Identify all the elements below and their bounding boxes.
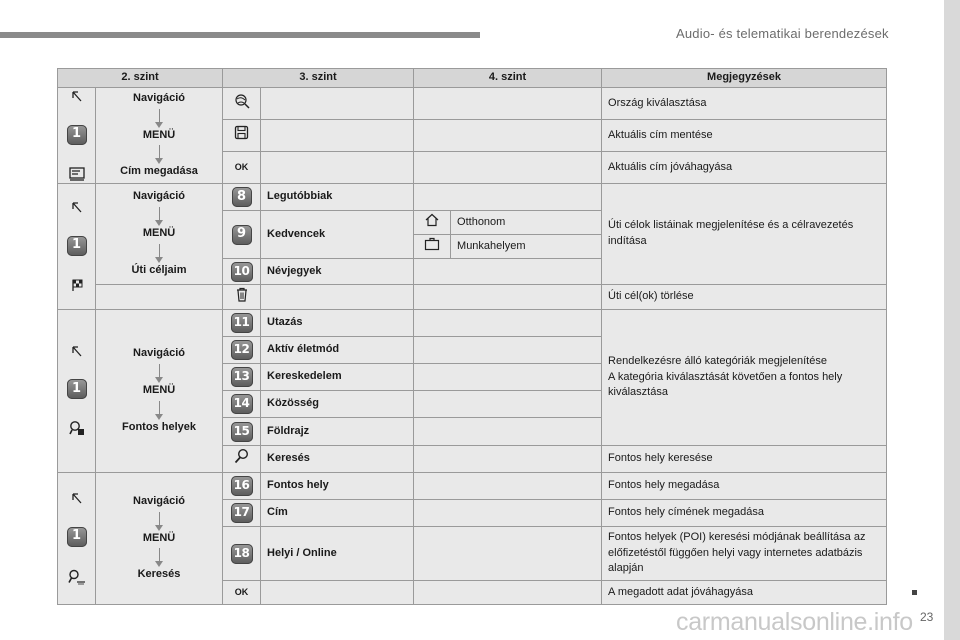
- level3-text-cell: Keresés: [261, 446, 414, 473]
- level3-text-cell: [261, 120, 414, 152]
- level4-cell: [414, 391, 602, 418]
- level4-icon-cell: [414, 235, 451, 259]
- level3-text-cell: Földrajz: [261, 418, 414, 446]
- level3-icon-cell: [223, 259, 261, 285]
- level3-icon-cell: [223, 152, 261, 184]
- column-header-level2: 2. szint: [58, 69, 223, 88]
- nav-step-navigacio: Navigáció: [133, 91, 185, 104]
- navigation-arrow-icon: [71, 202, 83, 214]
- header-bar: [0, 32, 480, 38]
- down-arrow-icon: [159, 145, 160, 159]
- level4-cell: [414, 527, 602, 581]
- level4-cell: [414, 310, 602, 337]
- level3-icon-cell: [223, 500, 261, 527]
- level3-text-cell: Helyi / Online: [261, 527, 414, 581]
- down-arrow-icon: [159, 548, 160, 562]
- nav-step-target: Úti céljaim: [131, 263, 187, 276]
- step-badge-1: 1: [67, 527, 87, 547]
- level3-text-cell: Cím: [261, 500, 414, 527]
- level3-icon-cell: [223, 581, 261, 605]
- down-arrow-icon: [159, 401, 160, 415]
- down-arrow-icon: [159, 512, 160, 526]
- note-cell: Aktuális cím mentése: [602, 120, 887, 152]
- level4-icon-cell: [414, 211, 451, 235]
- note-cell: Aktuális cím jóváhagyása: [602, 152, 887, 184]
- step-badge-9: 9: [232, 225, 252, 245]
- home-icon: [424, 213, 440, 227]
- level3-text-cell: [261, 285, 414, 310]
- level2-path-cell: [96, 184, 223, 285]
- level3-text-cell: [261, 88, 414, 120]
- note-cell: Fontos hely keresése: [602, 446, 887, 473]
- level3-icon-cell: [223, 120, 261, 152]
- note-cell: A megadott adat jóváhagyása: [602, 581, 887, 605]
- note-cell: Fontos hely címének megadása: [602, 500, 887, 527]
- poi-search-icon: [69, 420, 85, 436]
- level3-text-cell: Kereskedelem: [261, 364, 414, 391]
- down-arrow-icon: [159, 207, 160, 221]
- level3-icon-cell: [223, 473, 261, 500]
- country-globe-icon: [234, 93, 250, 109]
- menu-table: [57, 68, 887, 605]
- nav-step-menu: MENÜ: [142, 128, 176, 141]
- level3-icon-cell: [223, 418, 261, 446]
- nav-step-menu: MENÜ: [142, 384, 176, 397]
- level3-text-cell: Kedvencek: [261, 211, 414, 259]
- down-arrow-icon: [159, 244, 160, 258]
- level1-icon-cell: [58, 184, 96, 310]
- level3-text-cell: [261, 581, 414, 605]
- table-row: [58, 88, 887, 120]
- checkered-flag-icon: [70, 278, 84, 292]
- step-badge-1: 1: [67, 236, 87, 256]
- level3-icon-cell: [223, 446, 261, 473]
- level2-path-cell: [96, 285, 223, 310]
- level4-text-cell: Otthonom: [451, 211, 602, 235]
- step-badge-10: 10: [231, 262, 253, 282]
- note-line: A kategória kiválasztását követően a fontos hely kiválasztása: [608, 370, 843, 399]
- note-cell: Úti cél(ok) törlése: [602, 285, 887, 310]
- step-badge-16: 16: [231, 476, 253, 496]
- level3-icon-cell: [223, 527, 261, 581]
- level3-icon-cell: [223, 337, 261, 364]
- level3-icon-cell: [223, 391, 261, 418]
- table-header-row: [58, 69, 887, 88]
- step-badge-15: 15: [231, 422, 253, 442]
- table-row: [58, 184, 887, 211]
- nav-step-menu: MENÜ: [142, 531, 176, 544]
- level3-text-cell: Fontos hely: [261, 473, 414, 500]
- level4-cell: [414, 581, 602, 605]
- down-arrow-icon: [159, 109, 160, 123]
- save-disk-icon: [234, 125, 249, 140]
- briefcase-icon: [424, 237, 440, 251]
- level4-cell: [414, 500, 602, 527]
- nav-step-menu: MENÜ: [142, 227, 176, 240]
- level3-text-cell: [261, 152, 414, 184]
- note-cell: Fontos hely megadása: [602, 473, 887, 500]
- level4-cell: [414, 418, 602, 446]
- step-badge-8: 8: [232, 187, 252, 207]
- level4-cell: [414, 337, 602, 364]
- page-edge-strip: [944, 0, 960, 640]
- level2-path-cell: [96, 310, 223, 473]
- level3-text-cell: Közösség: [261, 391, 414, 418]
- level3-icon-cell: [223, 285, 261, 310]
- level3-text-cell: Utazás: [261, 310, 414, 337]
- level4-cell: [414, 120, 602, 152]
- step-badge-14: 14: [231, 394, 253, 414]
- text-search-icon: [68, 569, 86, 585]
- column-header-notes: Megjegyzések: [602, 69, 887, 88]
- step-badge-13: 13: [231, 367, 253, 387]
- nav-step-navigacio: Navigáció: [133, 190, 185, 203]
- navigation-arrow-icon: [71, 493, 83, 505]
- level4-cell: [414, 285, 602, 310]
- step-badge-1: 1: [67, 379, 87, 399]
- level4-cell: [414, 184, 602, 211]
- down-arrow-icon: [159, 364, 160, 378]
- table-row: [58, 310, 887, 337]
- step-badge-18: 18: [231, 544, 253, 564]
- page-number: 23: [920, 610, 934, 624]
- table-row: [58, 473, 887, 500]
- level3-icon-cell: [223, 310, 261, 337]
- nav-step-navigacio: Navigáció: [133, 494, 185, 507]
- ok-label: OK: [234, 161, 249, 172]
- column-header-level4: 4. szint: [414, 69, 602, 88]
- level2-path-cell: [96, 473, 223, 605]
- search-magnifier-icon: [234, 448, 250, 464]
- nav-step-target: Fontos helyek: [122, 420, 196, 433]
- step-badge-12: 12: [231, 340, 253, 360]
- level1-icon-cell: [58, 473, 96, 605]
- level4-cell: [414, 446, 602, 473]
- level3-text-cell: Legutóbbiak: [261, 184, 414, 211]
- nav-step-target: Keresés: [137, 568, 181, 581]
- level3-icon-cell: [223, 364, 261, 391]
- note-line: Rendelkezésre álló kategóriák megjelenítése: [608, 354, 827, 367]
- level4-cell: [414, 259, 602, 285]
- level1-icon-cell: [58, 88, 96, 184]
- level3-text-cell: Névjegyek: [261, 259, 414, 285]
- column-header-level3: 3. szint: [223, 69, 414, 88]
- level4-cell: [414, 152, 602, 184]
- nav-step-target: Cím megadása: [120, 165, 198, 178]
- table-row: [58, 285, 887, 310]
- note-cell: Fontos helyek (POI) keresési módjának beállítása az előfizetéstől függően helyi vagy internetes adatbázis alapján: [602, 527, 887, 581]
- trash-icon: [235, 287, 249, 302]
- note-cell: Úti célok listáinak megjelenítése és a célravezetés indítása: [602, 184, 887, 285]
- level4-cell: [414, 88, 602, 120]
- level4-cell: [414, 473, 602, 500]
- level3-icon-cell: [223, 184, 261, 211]
- note-cell: [602, 310, 887, 446]
- level2-path-cell: [96, 88, 223, 184]
- level1-icon-cell: [58, 310, 96, 473]
- step-badge-11: 11: [231, 313, 253, 333]
- level4-text-cell: Munkahelyem: [451, 235, 602, 259]
- level4-cell: [414, 364, 602, 391]
- address-card-icon: [69, 167, 85, 181]
- step-badge-1: 1: [67, 125, 87, 145]
- nav-step-navigacio: Navigáció: [133, 347, 185, 360]
- note-cell: Ország kiválasztása: [602, 88, 887, 120]
- level3-icon-cell: [223, 211, 261, 259]
- footer-watermark: carmanualsonline.info: [676, 608, 913, 636]
- navigation-arrow-icon: [71, 346, 83, 358]
- navigation-arrow-icon: [71, 91, 83, 103]
- section-end-mark: [912, 590, 917, 595]
- ok-label: OK: [234, 586, 249, 597]
- page-header-title: Audio- és telematikai berendezések: [676, 26, 889, 41]
- level3-icon-cell: [223, 88, 261, 120]
- step-badge-17: 17: [231, 503, 253, 523]
- level3-text-cell: Aktív életmód: [261, 337, 414, 364]
